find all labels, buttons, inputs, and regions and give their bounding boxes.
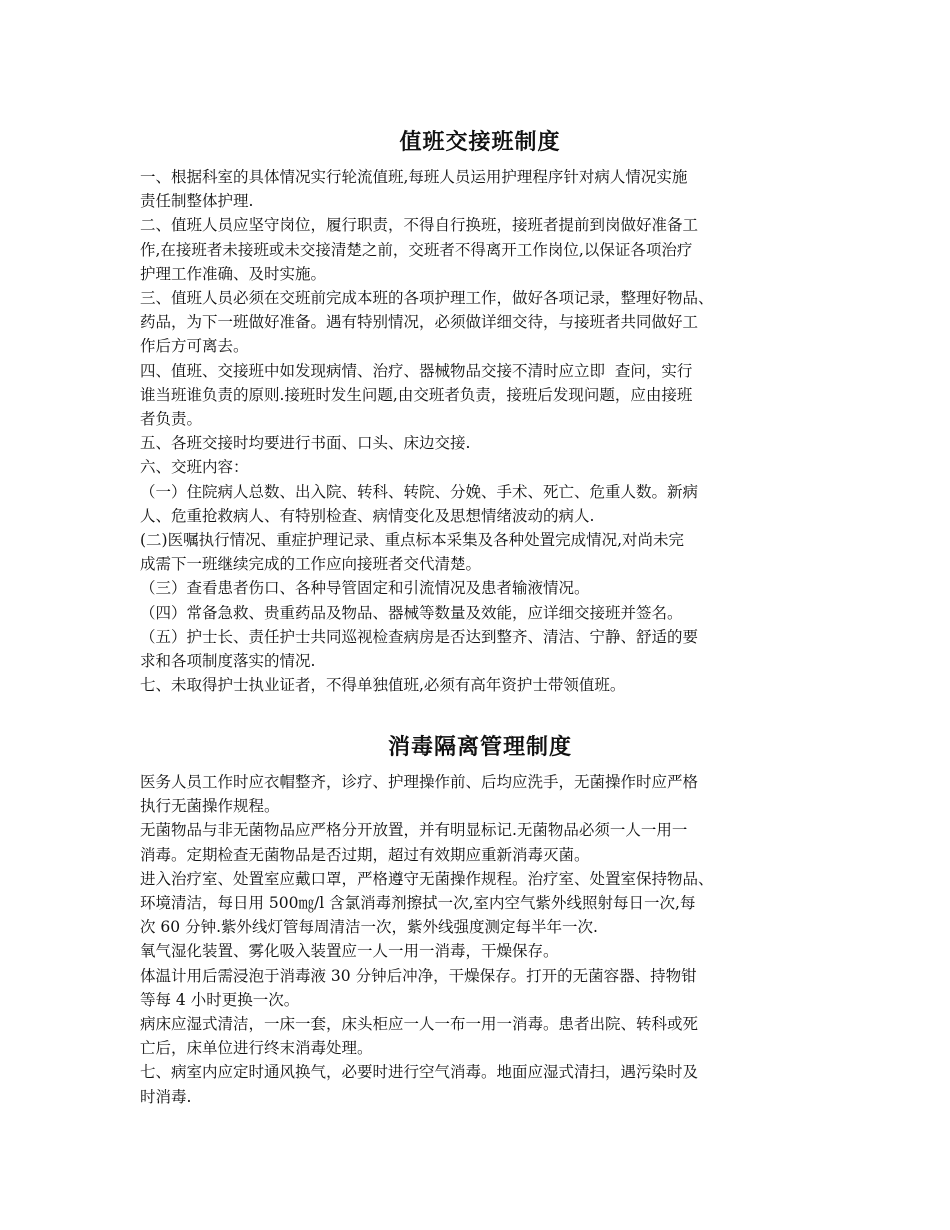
section-body-handover <box>140 165 815 697</box>
paragraph: 氧气湿化装置、雾化吸入装置应一人一用一消毒，干燥保存。 <box>140 942 559 961</box>
paragraph: 三、值班人员必须在交班前完成本班的各项护理工作，做好各项记录，整理好物品、 药品，为下一班做好准备。遇有特别情况，必须做详细交待，与接班者共同做好工 作后方可离去。 <box>140 289 714 356</box>
paragraph: （一）住院病人总数、出入院、转科、转院、分娩、手术、死亡、危重人数。新病 人、危重抢救病人、有特别检查、病情变化及思想情绪波动的病人. <box>140 482 699 525</box>
paragraph: （四）常备急救、贵重药品及物品、器械等数量及效能，应详细交接班并签名。 <box>140 603 683 622</box>
paragraph: 医务人员工作时应衣帽整齐，诊疗、护理操作前、后均应洗手，无菌操作时应严格 执行无菌操作规程。 <box>140 773 699 816</box>
paragraph: 病床应湿式清洁，一床一套，床头柜应一人一布一用一消毒。患者出院、转科或死 亡后，床单位进行终末消毒处理。 <box>140 1015 699 1058</box>
paragraph: (二)医嘱执行情况、重症护理记录、重点标本采集及各种处置完成情况,对尚未完 成需下一班继续完成的工作应向接班者交代清楚。 <box>140 531 685 574</box>
paragraph: 五、各班交接时均要进行书面、口头、床边交接. <box>140 434 471 453</box>
section-title-handover: 值班交接班制度 <box>399 130 561 155</box>
paragraph: 六、交班内容： <box>140 458 249 477</box>
paragraph: 二、值班人员应坚守岗位，履行职责，不得自行换班，接班者提前到岗做好准备工 作,在接班者未接班或未交接清楚之前，交班者不得离开工作岗位,以保证各项治疗 护理工作准确、及时实施。 <box>140 216 699 283</box>
paragraph: 体温计用后需浸泡于消毒液 30 分钟后冲净，干燥保存。打开的无菌容器、持物钳 等每 4 小时更换一次。 <box>140 966 697 1009</box>
paragraph: 七、未取得护士执业证者，不得单独值班,必须有高年资护士带领值班。 <box>140 676 626 695</box>
paragraph: 进入治疗室、处置室应戴口罩，严格遵守无菌操作规程。治疗室、处置室保持物品、 环境清洁，每日用 500㎎/l 含氯消毒剂擦拭一次,室内空气紫外线照射每日一次,每 次 60 分钟.紫外线灯管每周清洁一次，紫外线强度测定每半年一次. <box>140 869 714 937</box>
section-title-disinfection: 消毒隔离管理制度 <box>387 735 572 760</box>
paragraph: 七、病室内应定时通风换气，必要时进行空气消毒。地面应湿式清扫，遇污染时及 时消毒. <box>140 1063 699 1106</box>
paragraph: 四、值班、交接班中如发现病情、治疗、器械物品交接不清时应立即 查问，实行 谁当班谁负责的原则.接班时发生问题,由交班者负责，接班后发现问题，应由接班 者负责。 <box>140 361 693 429</box>
section-body-disinfection <box>140 770 815 1109</box>
paragraph: 一、根据科室的具体情况实行轮流值班,每班人员运用护理程序针对病人情况实施 责任制整体护理. <box>140 168 688 211</box>
paragraph: 无菌物品与非无菌物品应严格分开放置，并有明显标记.无菌物品必须一人一用一 消毒。定期检查无菌物品是否过期，超过有效期应重新消毒灭菌。 <box>140 821 688 864</box>
paragraph: （五）护士长、责任护士共同巡视检查病房是否达到整齐、清洁、宁静、舒适的要 求和各项制度落实的情况. <box>140 627 699 671</box>
paragraph: （三）查看患者伤口、各种导管固定和引流情况及患者输液情况。 <box>140 579 590 598</box>
